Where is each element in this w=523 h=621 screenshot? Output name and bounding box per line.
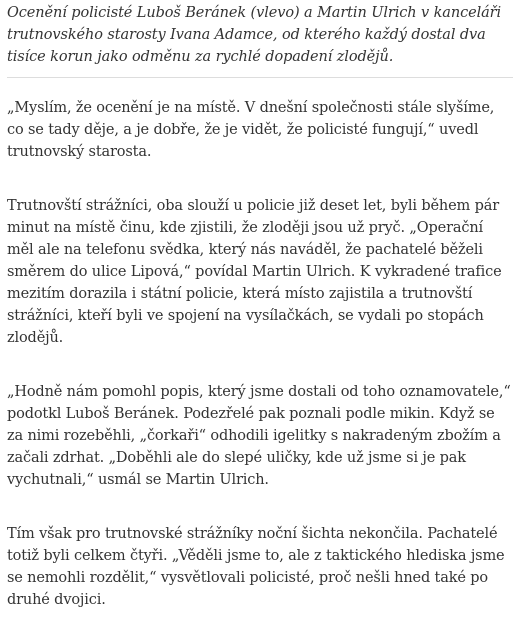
caption-divider <box>7 77 513 78</box>
article-paragraph: „Myslím, že ocenění je na místě. V dnešní společnosti stále slyšíme, co se tady děje, a je dobře, že je vidět, že policisté fungují,“ uvedl trutnovský starosta. <box>7 100 495 160</box>
photo-caption: Ocenění policisté Luboš Beránek (vlevo) a Martin Ulrich v kanceláři trutnovského starosty Ivana Adamce, od kterého každý dostal dva tisíce korun jako odměnu za rychlé dopadení zlodějů. <box>7 5 502 65</box>
article-paragraph: „Hodně nám pomohl popis, který jsme dostali od toho oznamovatele,“ podotkl Luboš Beránek. Podezřelé pak poznali podle mikin. Když se za nimi rozeběhli, „čorkaři“ odhodili igelitky s nakradeným zbožím a začali zdrhat. „Doběhli ale do slepé uličky, kde už jsme si je pak vychutnali,“ usmál se Martin Ulrich. <box>7 384 511 488</box>
article-paragraph: Trutnovští strážníci, oba slouží u policie již deset let, byli během pár minut na místě činu, kde zjistili, že zloději jsou už pryč. „Operační měl ale na telefonu svědka, který nás naváděl, že pachatelé běželi směrem do ulice Lipová,“ povídal Martin Ulrich. K vykradené trafice mezitím dorazila i státní policie, která místo zajistila a trutnovští strážníci, kteří byli ve spojení na vysílačkách, se vydali po stopách zlodějů. <box>7 198 502 346</box>
article-paragraph: Tím však pro trutnovské strážníky noční šichta nekončila. Pachatelé totiž byli celkem čtyři. „Věděli jsme to, ale z taktického hlediska jsme se nemohli rozdělit,“ vysvětlovali policisté, proč nešli hned také po druhé dvojici. <box>7 526 505 608</box>
